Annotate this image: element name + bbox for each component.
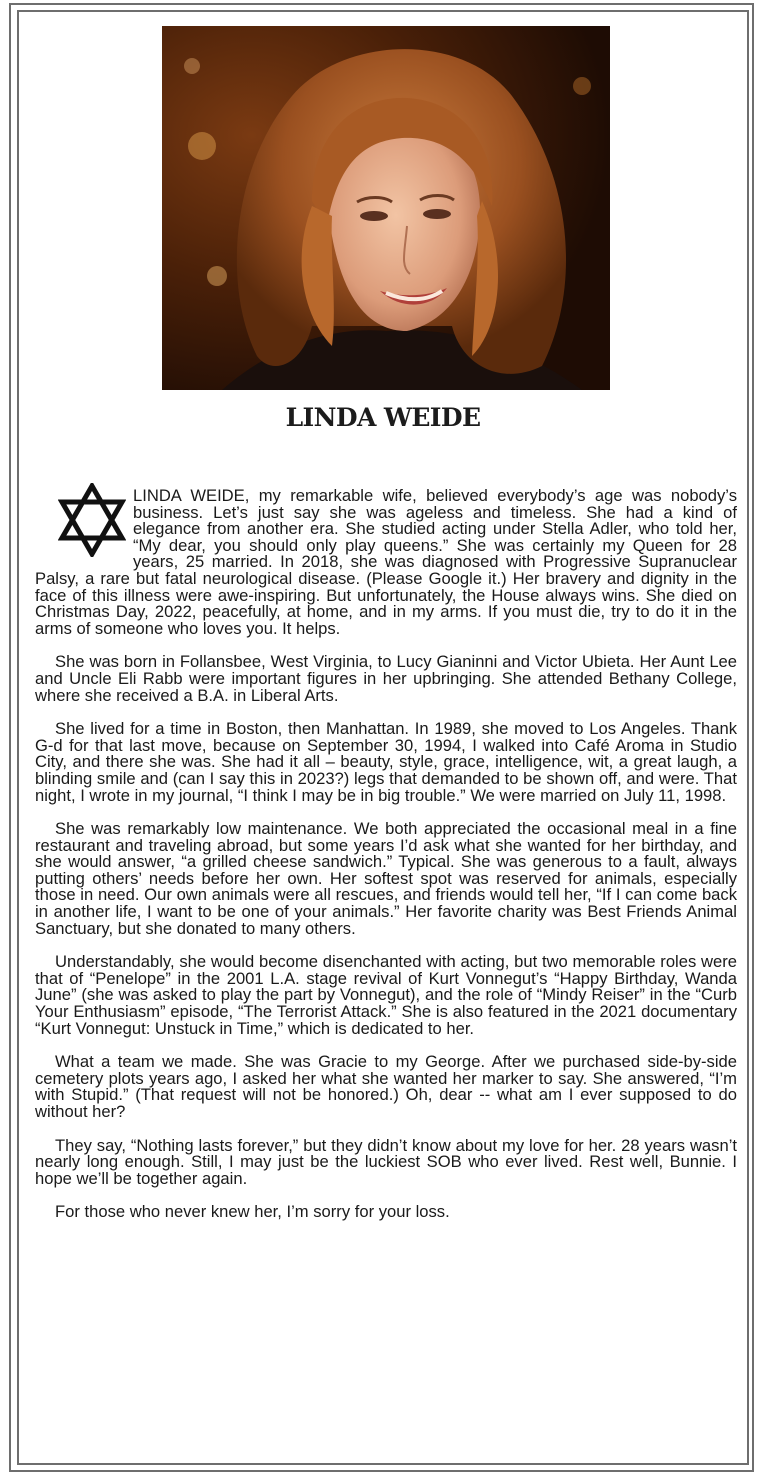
obituary-paragraph: They say, “Nothing lasts forever,” but they didn’t know about my love for her. 28 years wasn’t nearly long enough. Still, I may just be the luckiest SOB who ever lived. Rest well, Bunnie. I hope we’ll be together again. (35, 1135, 737, 1188)
obituary-paragraph: She was remarkably low maintenance. We both appreciated the occasional meal in a fine restaurant and traveling abroad, but some years I’d ask what she wanted for her birthday, and she would answer, “a grilled cheese sandwich.” Typical. She was generous to a fault, always putting others’ needs before her own. Her softest spot was reserved for animals, especially those in need. Our own animals were all rescues, and friends would tell her, “If I can come back in another life, I want to be one of your animals.” Her favorite charity was Best Friends Animal Sanctuary, but she donated to many others. (35, 819, 737, 938)
deceased-name-heading: LINDA WEIDE (285, 403, 481, 432)
obituary-paragraph: What a team we made. She was Gracie to my George. After we purchased side-by-side cemetery plots years ago, I asked her what she wanted her marker to say. She answered, “I’m with Stupid.” (That request will not be honored.) Oh, dear -- what am I ever supposed to do without her? (35, 1052, 737, 1121)
obituary-paragraph: She lived for a time in Boston, then Manhattan. In 1989, she moved to Los Angeles. Thank G-d for that last move, because on September 30, 1994, I walked into Café Aroma in Studio City, and there she was. She had it all – beauty, style, grace, intelligence, wit, a great laugh, a blinding smile and (can I say this in 2023?) legs that demanded to be shown off, and were. That night, I wrote in my journal, “I think I may be in big trouble.” We were married on July 11, 1998. (35, 719, 737, 805)
obituary-paragraph: LINDA WEIDE, my remarkable wife, believed everybody’s age was nobody’s business. Let’s just say she was ageless and timeless. She had a kind of elegance from another era. She studied acting under Stella Adler, who told her, “My dear, you should only play queens.” She was certainly my Queen for 28 years, 25 married. In 2018, she was diagnosed with Progressive Supranuclear Palsy, a rare but fatal neurological disease. (Please Google it.) Her bravery and dignity in the face of this illness were awe-inspiring. But unfortunately, the House always wins. She died on Christmas Day, 2022, peacefully, at home, and in my arms. If you must die, try to do it in the arms of someone who loves you. It helps. (35, 486, 737, 638)
obituary-paragraph: For those who never knew her, I’m sorry for your loss. (55, 1202, 450, 1222)
obituary-paragraph: She was born in Follansbee, West Virginia, to Lucy Gianinni and Victor Ubieta. Her Aunt Lee and Uncle Eli Rabb were important figures in her upbringing. She attended Bethany College, where she received a B.A. in Liberal Arts. (35, 652, 737, 705)
obituary-paragraph: Understandably, she would become disenchanted with acting, but two memorable roles were that of “Penelope” in the 2001 L.A. stage revival of Kurt Vonnegut’s “Happy Birthday, Wanda June” (she was asked to play the part by Vonnegut), and the role of “Mindy Reiser” in the “Curb Your Enthusiasm” episode, “The Terrorist Attack.” She is also featured in the 2021 documentary “Kurt Vonnegut: Unstuck in Time,” which is dedicated to her. (35, 952, 737, 1038)
star-spacer (35, 488, 133, 555)
portrait-photo (162, 26, 610, 390)
obituary-body (35, 488, 737, 1238)
